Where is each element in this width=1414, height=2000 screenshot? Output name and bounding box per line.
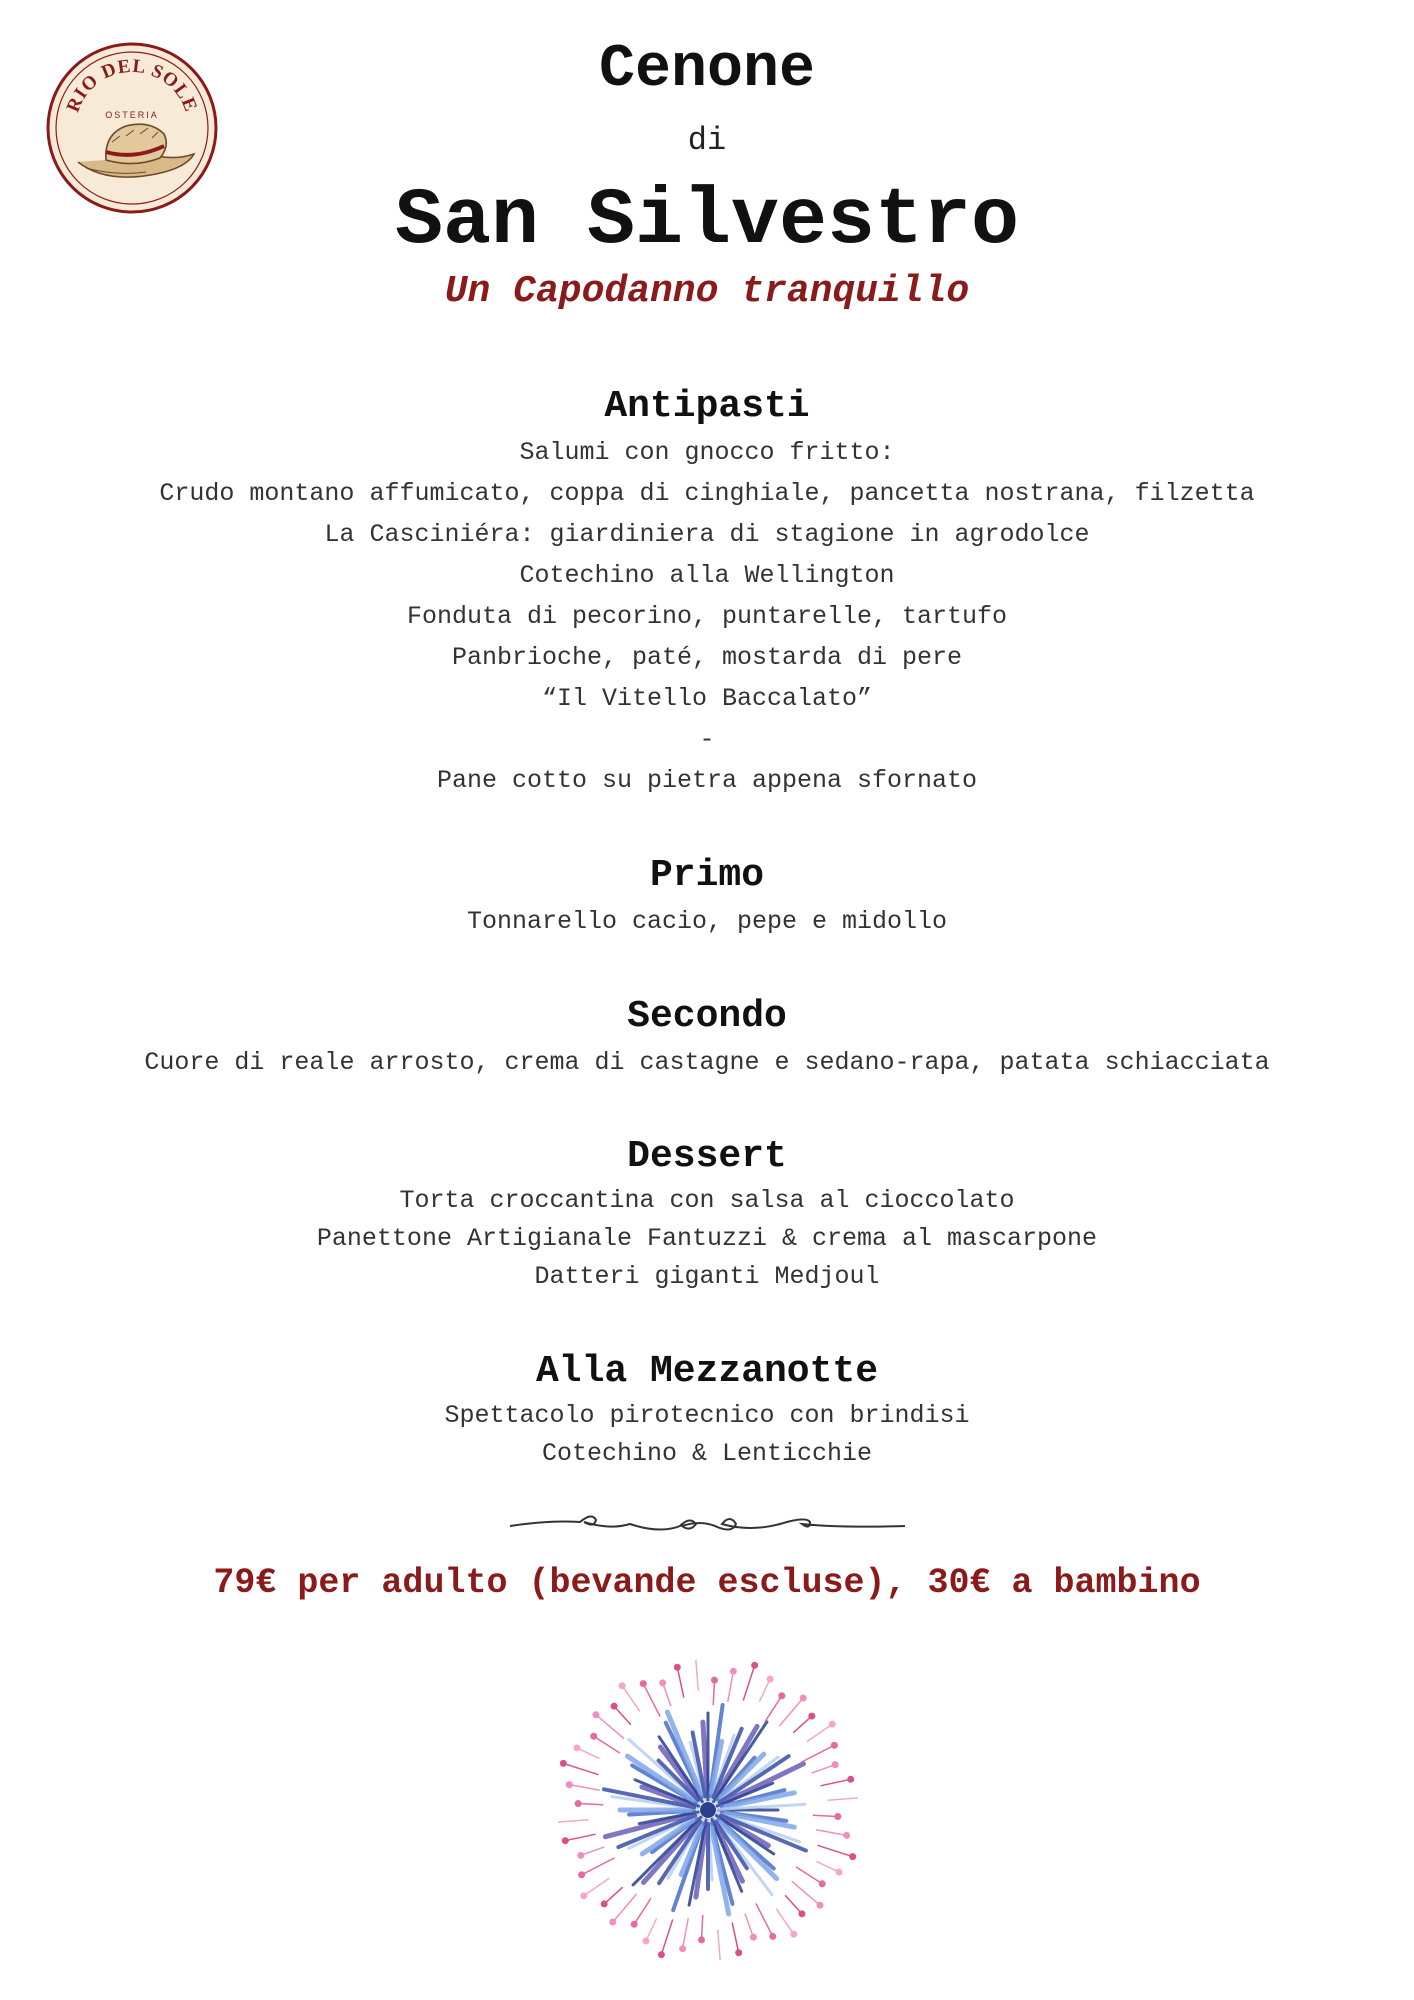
firework-spark-dot: [843, 1832, 850, 1839]
firework-spark: [828, 1798, 858, 1801]
firework-spark-dot: [698, 1936, 705, 1943]
firework-spark-dot: [798, 1910, 805, 1917]
firework-spark-dot: [836, 1869, 843, 1876]
firework-spark: [598, 1717, 624, 1739]
title-line-1: Cenone: [598, 36, 816, 104]
firework-spark-dot: [674, 1664, 681, 1671]
firework-spark: [581, 1804, 603, 1805]
firework-spark: [696, 1660, 699, 1690]
firework-spark: [816, 1861, 836, 1870]
firework-spark-dot: [808, 1713, 815, 1720]
firework-spark-dot: [619, 1682, 626, 1689]
firework-spark-dot: [831, 1742, 838, 1749]
firework-spark-dot: [580, 1892, 587, 1899]
firework-spark-dot: [711, 1677, 718, 1684]
firework-spark: [785, 1895, 800, 1911]
firework-spark-dot: [659, 1679, 666, 1686]
menu-item: Salumi con gnocco fritto:: [519, 438, 895, 467]
firework-spark-dot: [735, 1949, 742, 1956]
firework-spark-dot: [658, 1951, 665, 1958]
firework-spark-dot: [778, 1692, 785, 1699]
firework-spark-dot: [800, 1694, 807, 1701]
firework-spark-dot: [769, 1933, 776, 1940]
firework-spark: [647, 1918, 656, 1938]
firework-spark: [743, 1668, 753, 1700]
section-title: Dessert: [627, 1135, 787, 1178]
firework-spark: [596, 1738, 620, 1753]
firework-spark-dot: [560, 1760, 567, 1767]
menu-item: Cotechino alla Wellington: [519, 561, 895, 590]
firework-spark-dot: [849, 1853, 856, 1860]
menu-item: La Casciniéra: giardiniera di stagione in agrodolce: [324, 520, 1090, 549]
firework-spark: [624, 1688, 640, 1711]
menu-item: Fonduta di pecorino, puntarelle, tartufo: [406, 602, 1008, 631]
section-title: Secondo: [627, 995, 787, 1038]
subtitle: Un Capodanno tranquillo: [444, 270, 970, 313]
title-line-3: San Silvestro: [394, 176, 1020, 267]
section-title: Primo: [649, 854, 765, 897]
firework-spark: [566, 1764, 598, 1774]
firework-spark: [615, 1894, 637, 1920]
firework-spark: [702, 1915, 703, 1937]
section-title: Alla Mezzanotte: [535, 1350, 879, 1393]
firework-spark: [728, 1674, 733, 1702]
firework-spark-dot: [767, 1675, 774, 1682]
firework-spark: [745, 1914, 752, 1935]
firework-spark-dot: [609, 1919, 616, 1926]
section-primo: [0, 851, 1414, 942]
section-dessert: [0, 1132, 1414, 1296]
menu-item: Panettone Artigianale Fantuzzi & crema al mascarpone: [316, 1224, 1098, 1253]
price-line: 79€ per adulto (bevande escluse), 30€ a bambino: [213, 1563, 1201, 1603]
menu-item: Spettacolo pirotecnico con brindisi: [444, 1401, 970, 1430]
firework-spark-dot: [590, 1733, 597, 1740]
firework-spark: [662, 1919, 672, 1951]
firework-spark-dot: [829, 1721, 836, 1728]
firework-spark: [816, 1830, 844, 1835]
firework-spark-dot: [847, 1776, 854, 1783]
firework-spark: [817, 1845, 849, 1855]
firework-spark: [813, 1815, 835, 1816]
firework-spark-dot: [592, 1711, 599, 1718]
firework-spark-dot: [562, 1837, 569, 1844]
firework-spark: [779, 1700, 801, 1726]
firework-spark: [807, 1726, 830, 1742]
firework-spark: [732, 1922, 738, 1949]
firework-spark: [801, 1747, 831, 1763]
firework-spark-dot: [640, 1680, 647, 1687]
firework-spark-dot: [819, 1880, 826, 1887]
title-line-2: di: [687, 122, 727, 159]
firework-spark-dot: [790, 1931, 797, 1938]
firework-spark: [616, 1708, 631, 1724]
menu-item: Tonnarello cacio, pepe e midollo: [466, 907, 948, 936]
logo-text-top: RIO DEL SOLE: [62, 55, 202, 116]
firework-spark-dot: [834, 1813, 841, 1820]
firework-spark: [759, 1682, 768, 1702]
firework-spark-dot: [577, 1852, 584, 1859]
menu-separator: -: [699, 725, 715, 754]
firework-spark-dot: [832, 1761, 839, 1768]
menu-item: Datteri giganti Medjoul: [534, 1262, 880, 1291]
firework-spark: [796, 1867, 820, 1882]
firework-spark: [765, 1698, 780, 1722]
logo-text-bottom: OSTERIA: [105, 110, 159, 120]
section-title: Antipasti: [604, 385, 810, 428]
firework-spark: [568, 1834, 595, 1840]
firework-spark-dot: [601, 1900, 608, 1907]
firework-spark-dot: [751, 1662, 758, 1669]
menu-item: Cotechino & Lenticchie: [541, 1439, 873, 1468]
menu-item: Cuore di reale arrosto, crema di castagne e sedano-rapa, patata schiacciata: [144, 1048, 1270, 1077]
firework-spark: [718, 1930, 721, 1960]
firework-spark-dot: [750, 1934, 757, 1941]
firework-spark-dot: [611, 1703, 618, 1710]
firework-spark: [584, 1858, 614, 1874]
menu-item: Crudo montano affumicato, coppa di cinghiale, pancetta nostrana, filzetta: [159, 479, 1255, 508]
firework-spark-dot: [730, 1668, 737, 1675]
firework-spark: [776, 1909, 792, 1932]
firework-spark-dot: [817, 1902, 824, 1909]
firework-spark: [558, 1820, 588, 1823]
firework-spark: [586, 1878, 609, 1894]
section-secondo: [0, 992, 1414, 1083]
firework-spark-dot: [573, 1744, 580, 1751]
firework-core: [700, 1802, 716, 1818]
firework-spark: [792, 1881, 818, 1903]
firework-spark: [756, 1903, 772, 1933]
section-mezzanotte: [0, 1347, 1414, 1473]
firework-spark: [812, 1766, 833, 1773]
firework-spark: [636, 1898, 651, 1922]
firework-icon: [558, 1660, 858, 1960]
firework-spark: [664, 1686, 671, 1707]
firework-spark: [820, 1780, 847, 1786]
firework-spark: [793, 1718, 809, 1733]
firework-spark: [713, 1683, 714, 1705]
firework-spark-dot: [631, 1921, 638, 1928]
menu-item: Panbrioche, paté, mostarda di pere: [451, 643, 963, 672]
firework-spark-dot: [566, 1781, 573, 1788]
firework-spark-dot: [575, 1800, 582, 1807]
section-antipasti: [0, 382, 1414, 801]
firework-spark-dot: [642, 1938, 649, 1945]
firework-spark-dot: [679, 1945, 686, 1952]
firework-spark-dot: [578, 1871, 585, 1878]
flourish-divider-icon: [510, 1508, 905, 1538]
firework-spark: [584, 1847, 605, 1854]
menu-item: Torta croccantina con salsa al cioccolato: [399, 1186, 1015, 1215]
firework-spark: [580, 1749, 600, 1758]
menu-item: Pane cotto su pietra appena sfornato: [436, 766, 978, 795]
firework-spark: [606, 1887, 622, 1902]
firework-spark: [678, 1670, 684, 1697]
menu-item: “Il Vitello Baccalato”: [541, 684, 873, 713]
firework-spark: [645, 1686, 661, 1716]
firework-spark: [683, 1918, 688, 1946]
firework-spark: [572, 1785, 600, 1790]
